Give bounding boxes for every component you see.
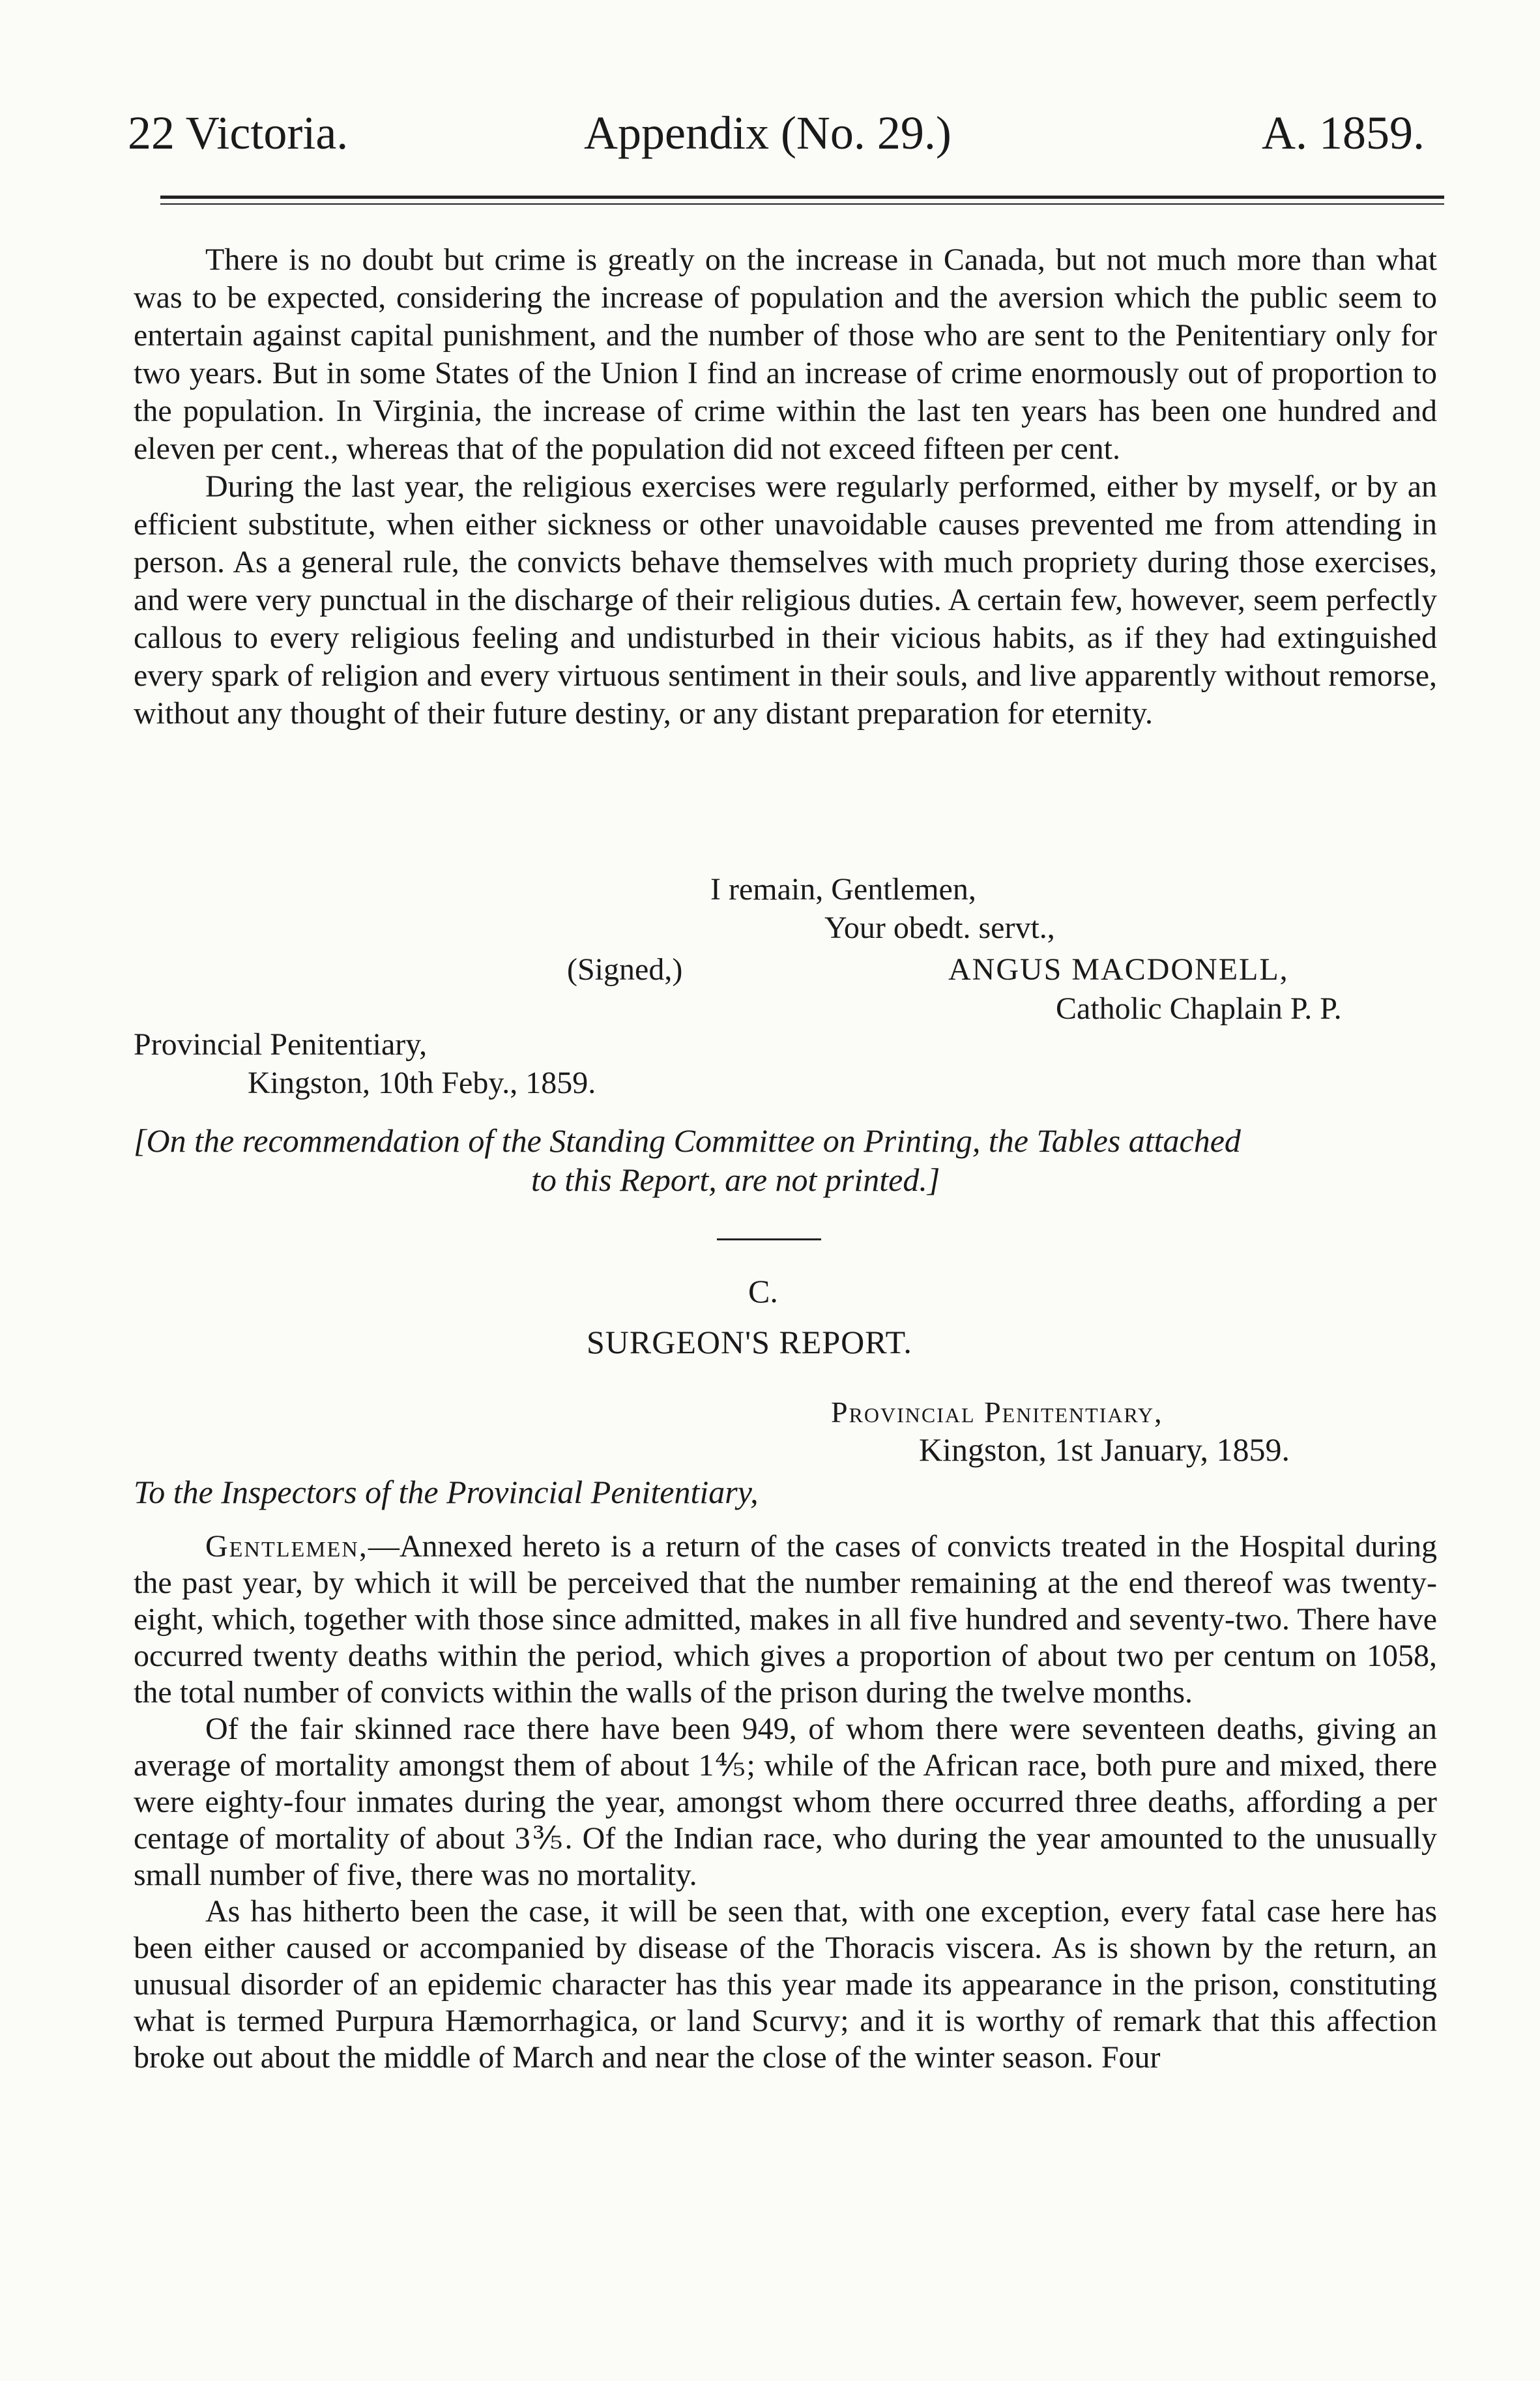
report-paragraph: As has hitherto been the case, it will be seen that, with one exception, every fatal case here has been either caused or accompanied by disease of the Thoracis viscera. As is shown by the return, an unusual disorder of an epidemic character has this year made its appearance in the prison, constituting what is termed Purpura Hæmorrhagica, or land Scurvy; and it is worthy of remark that this affection broke out about the middle of March and near the close of the winter season. Four <box>134 1894 1437 2075</box>
surgeon-report-body <box>134 1528 1437 2076</box>
signer-name: ANGUS MACDONELL, <box>948 952 1289 987</box>
section-title: SURGEON'S REPORT. <box>587 1324 912 1360</box>
closing-signed: (Signed,) <box>567 952 683 987</box>
section-divider <box>717 1238 821 1240</box>
signer-title: Catholic Chaplain P. P. <box>1056 991 1342 1026</box>
header-session: 22 Victoria. <box>128 107 349 159</box>
editorial-note-line2: to this Report, are not printed.] <box>531 1161 940 1198</box>
report-date: Kingston, 1st January, 1859. <box>919 1431 1290 1468</box>
header-rule-thick <box>160 196 1444 199</box>
running-header <box>128 107 1425 168</box>
header-rule-thin <box>160 203 1444 205</box>
report-salutation: To the Inspectors of the Provincial Penitentiary, <box>134 1474 759 1510</box>
header-year: A. 1859. <box>1262 107 1425 159</box>
editorial-note-line1: [On the recommendation of the Standing Committee on Printing, the Tables attached <box>134 1122 1241 1159</box>
closing-remain: I remain, Gentlemen, <box>710 872 976 907</box>
section-letter: C. <box>748 1273 778 1309</box>
report-greeting: Gentlemen, <box>205 1529 368 1564</box>
chaplain-letter-body <box>134 241 1437 733</box>
editorial-note <box>134 1121 1437 1199</box>
letter-place: Provincial Penitentiary, <box>134 1027 428 1062</box>
report-paragraph <box>134 1528 1437 1711</box>
letter-date: Kingston, 10th Feby., 1859. <box>248 1066 596 1100</box>
closing-servant: Your obedt. servt., <box>824 911 1055 945</box>
header-appendix: Appendix (No. 29.) <box>584 107 952 159</box>
report-address: Provincial Penitentiary, <box>831 1395 1163 1429</box>
report-paragraph: Of the fair skinned race there have been 949, of whom there were seventeen deaths, giving an average of mortality amongst them of about 1⅘; while of the African race, both pure and mixed, there were eighty-four inmates during the year, amongst whom there occurred three deaths, affording a per centage of mortality of about 3⅗. Of the Indian race, who during the year amounted to the unusually small number of five, there was no mortality. <box>134 1712 1437 1892</box>
body-paragraph: There is no doubt but crime is greatly on the increase in Canada, but not much more than what was to be expected, considering the increase of population and the aversion which the public seem to entertain against capital punishment, and the number of those who are sent to the Penitentiary only for two years. But in some States of the Union I find an increase of crime enormously out of proportion to the population. In Virginia, the increase of crime within the last ten years has been one hundred and eleven per cent., whereas that of the population did not exceed fifteen per cent. <box>134 242 1437 466</box>
body-paragraph: During the last year, the religious exercises were regularly performed, either by myself, or by an efficient substitute, when either sickness or other unavoidable causes prevented me from attending in person. As a general rule, the convicts behave themselves with much propriety during those exercises, and were very punctual in the discharge of their religious duties. A certain few, however, seem perfectly callous to every religious feeling and undisturbed in their vicious habits, as if they had extinguished every spark of religion and every virtuous sentiment in their souls, and live apparently without remorse, without any thought of their future destiny, or any distant preparation for eternity. <box>134 469 1437 731</box>
report-paragraph-text: —Annexed hereto is a return of the cases of convicts treated in the Hospital during the past year, by which it will be perceived that the number remaining at the end thereof was twenty-eight, which, together with those since admitted, makes in all five hundred and seventy-two. There have occurred twenty deaths within the period, which gives a proportion of about two per centum on 1058, the total number of convicts within the walls of the prison during the twelve months. <box>134 1529 1437 1710</box>
